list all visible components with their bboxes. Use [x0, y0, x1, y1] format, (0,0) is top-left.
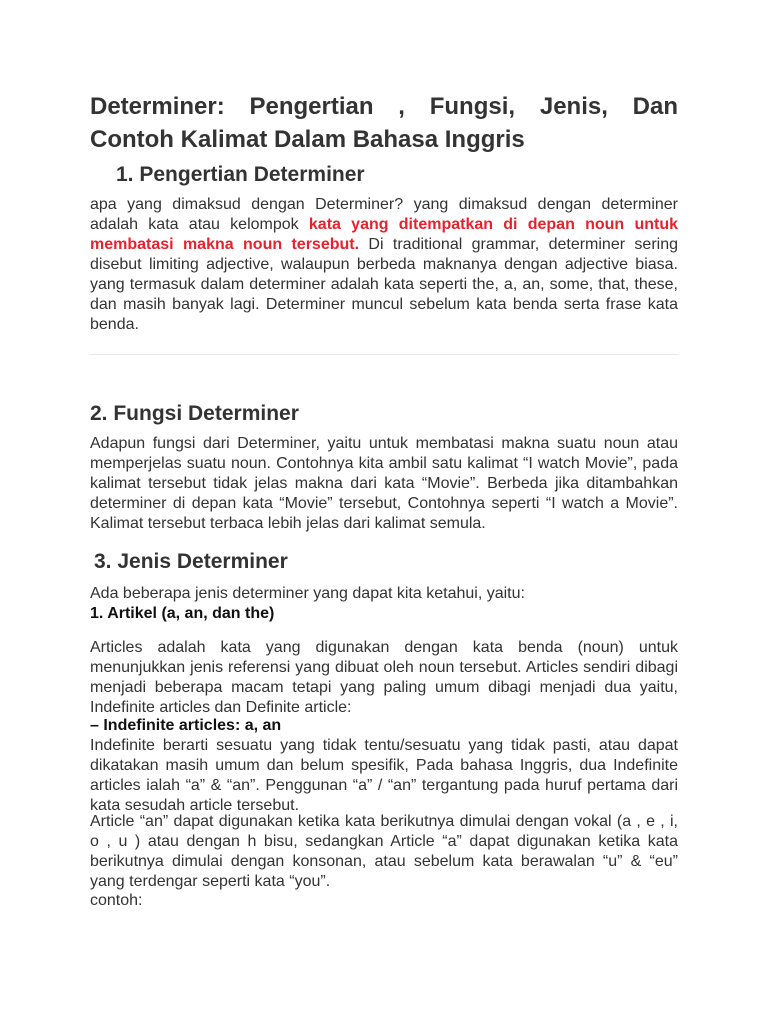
example-label: contoh:	[90, 892, 143, 909]
usage-paragraph: Article “an” dapat digunakan ketika kata berikutnya dimulai dengan vokal (a , e , i, o , u ) atau dengan h bisu, sedangkan Article “a” dapat digunakan ketika kata berikutnya dimulai dengan konsonan, atau sebelum kata berawalan “u” & “eu” yang terdengar seperti kata “you”.	[90, 813, 678, 890]
section1-paragraph	[90, 195, 678, 335]
artikel-subheading: 1. Artikel (a, an, dan the)	[90, 605, 275, 622]
articles-paragraph: Articles adalah kata yang digunakan dengan kata benda (noun) untuk menunjukkan jenis referensi yang dibuat oleh noun tersebut. Articles sendiri dibagi menjadi beberapa macam tetapi yang paling umum dibagi menjadi dua yaitu, Indefinite articles dan Definite article:	[90, 639, 678, 716]
section2-heading: 2. Fungsi Determiner	[90, 402, 299, 425]
section1-text-after: Di traditional grammar, determiner sering disebut limiting adjective, walaupun berbeda maknanya dengan adjective biasa. yang termasuk dalam determiner adalah kata seperti the, a, an, some, that, these, dan masih banyak lagi. Determiner muncul sebelum kata benda serta frase kata benda.	[90, 236, 678, 333]
section3-intro: Ada beberapa jenis determiner yang dapat kita ketahui, yaitu:	[90, 585, 525, 602]
section2-paragraph: Adapun fungsi dari Determiner, yaitu untuk membatasi makna suatu noun atau memperjelas suatu noun. Contohnya kita ambil satu kalimat “I watch Movie”, pada kalimat tersebut tidak jelas makna dari kata “Movie”. Berbeda jika ditambahkan determiner di depan kata “Movie” tersebut, Contohnya seperti “I watch a Movie”. Kalimat tersebut terbaca lebih jelas dari kalimat semula.	[90, 435, 678, 532]
section1-highlight: kata yang ditempatkan di depan noun untuk membatasi makna noun tersebut.	[90, 216, 678, 253]
document-title: Determiner: Pengertian , Fungsi, Jenis, Dan Contoh Kalimat Dalam Bahasa Inggris	[90, 93, 678, 153]
section1-heading: 1. Pengertian Determiner	[116, 163, 365, 186]
indefinite-articles-heading: – Indefinite articles: a, an	[90, 717, 282, 734]
section3-heading: 3. Jenis Determiner	[94, 550, 288, 573]
indefinite-paragraph: Indefinite berarti sesuatu yang tidak tentu/sesuatu yang tidak pasti, atau dapat dikatakan masih umum dan belum spesifik, Pada bahasa Inggris, dua Indefinite articles ialah “a” & “an”. Penggunan “a” / “an” tergantung pada huruf pertama dari kata sesudah article tersebut.	[90, 737, 678, 814]
section-divider	[90, 354, 678, 355]
section1-text-before: apa yang dimaksud dengan Determiner? yang dimaksud dengan determiner adalah kata atau kelompok	[90, 196, 678, 233]
